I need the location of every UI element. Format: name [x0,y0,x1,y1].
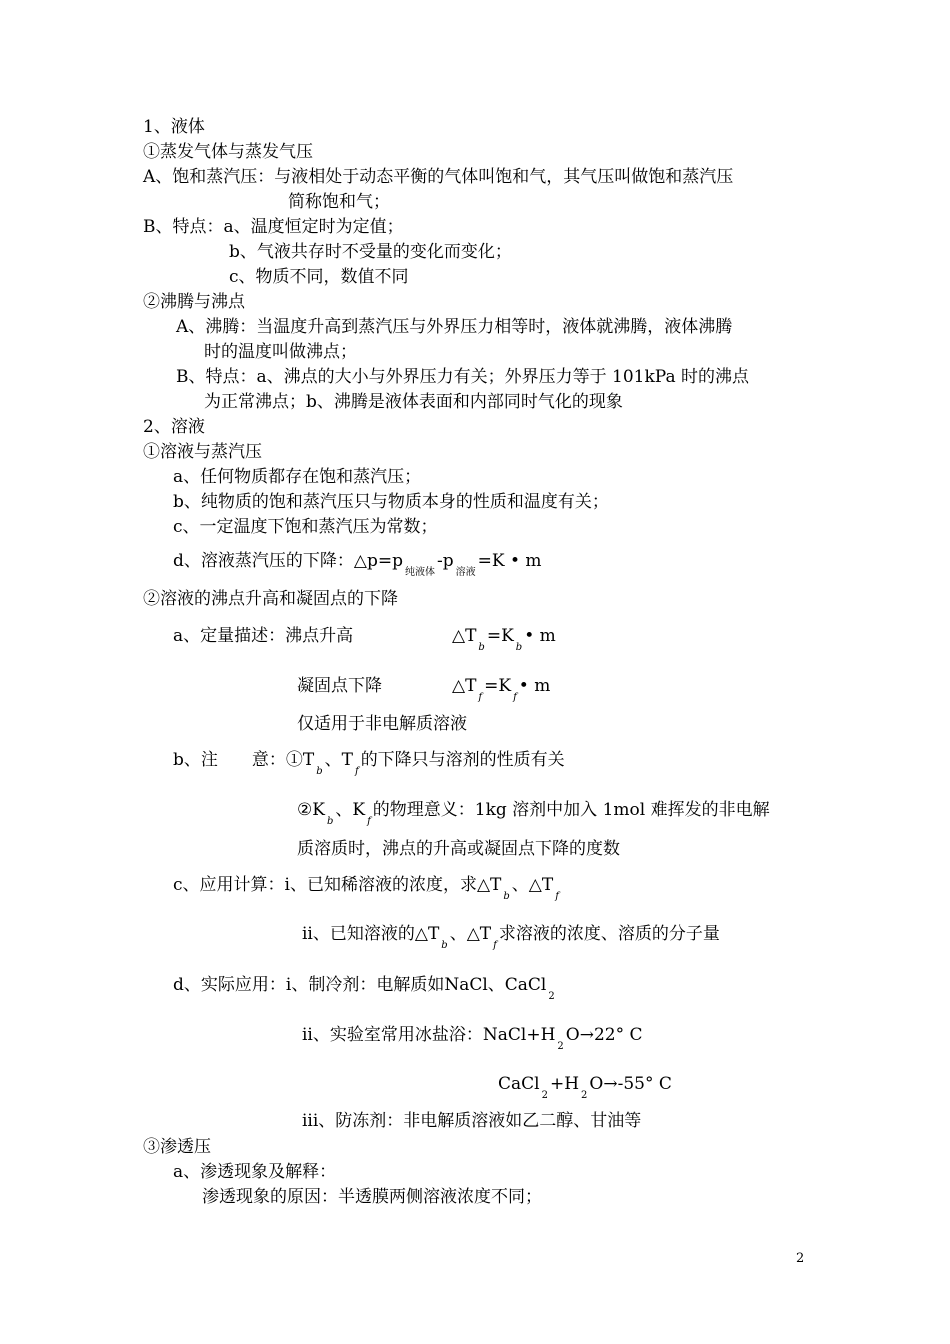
sub-2: 2 [541,1090,548,1101]
heading-liquid: 1、液体 [143,117,205,137]
app-i-text: d、实际应用：i、制冷剂：电解质如NaCl、CaCl [173,975,547,995]
calc-ii-text: ii、已知溶液的△T [302,924,440,944]
formula-freezing [452,675,551,703]
sub-pure-liquid: 纯液体 [404,567,435,578]
sub-b: b [503,891,510,902]
eq-k: =K [484,676,512,696]
delta-t: △T [452,676,477,696]
note-2-continued: 质溶质时，沸点的升高或凝固点下降的度数 [297,839,620,859]
sub-f: f [478,692,483,703]
calc-i-text: c、应用计算：i、已知稀溶液的浓度，求△T [173,875,502,895]
sub-b: b [441,940,448,951]
note-2-text: 的物理意义：1kg 溶剂中加入 1mol 难挥发的非电解 [372,800,770,820]
vpl-end: =K • m [477,551,542,571]
app-i [173,974,557,1002]
app-ii-text: ii、实验室常用冰盐浴：NaCl+H [302,1025,556,1045]
cacl-text: CaCl [498,1074,540,1094]
vpl-mid: -p [436,551,454,571]
page-number: 2 [796,1251,805,1266]
app-ii-end: O→22° C [565,1025,643,1045]
feature-a: B、特点：a、温度恒定时为定值； [143,217,404,237]
calc-delta-t: 、△T [449,924,492,944]
item-c: c、一定温度下饱和蒸汽压为常数； [173,517,438,537]
sub-b: b [326,816,334,827]
freezing-point-label: 凝固点下降 [297,676,382,696]
sub-2: 2 [548,991,555,1002]
vapor-pressure-lowering [173,550,542,578]
dot-m: • m [524,626,556,646]
subheading-evaporation: ①蒸发气体与蒸发气压 [143,142,313,162]
sub-f: f [555,891,559,902]
subheading-boiling: ②沸腾与沸点 [143,292,245,312]
boiling-definition: A、沸腾：当温度升高到蒸汽压与外界压力相等时，液体就沸腾，液体沸腾 [176,317,733,337]
osmosis-item-a: a、渗透现象及解释： [173,1162,337,1182]
formula-boiling [452,625,556,653]
sub-f: f [354,766,359,777]
separator: 、 [324,750,342,770]
item-a: a、任何物质都存在饱和蒸汽压； [173,467,422,487]
boiling-feature: B、特点：a、沸点的大小与外界压力有关；外界压力等于 101kPa 时的沸点 [176,367,749,387]
plus-h: +H [549,1074,580,1094]
calc-delta-t: 、△T [511,875,554,895]
saturated-vapor-definition: A、饱和蒸汽压：与液相处于动态平衡的气体叫饱和气，其气压叫做饱和蒸汽压 [143,167,734,187]
feature-b: b、气液共存时不受量的变化而变化； [229,242,512,262]
subheading-solution-vapor: ①溶液与蒸汽压 [143,442,262,462]
vpl-text: d、溶液蒸汽压的下降：△p=p [173,551,403,571]
sub-2: 2 [581,1090,588,1101]
feature-c: c、物质不同，数值不同 [229,267,409,287]
sub-2: 2 [557,1041,564,1052]
calc-ii [302,923,720,951]
note-2 [297,799,770,827]
calc-i [173,874,561,902]
note-2-label: ②K [297,800,325,820]
item-b: b、纯物质的饱和蒸汽压只与物质本身的性质和温度有关； [173,492,609,512]
sub-b: b [515,642,523,653]
delta-t: △T [452,626,477,646]
note-1: b、注 意：$①T_b$、$T_f$的下降只与溶剂的性质有关 [173,750,565,777]
boiling-definition-continued: 时的温度叫做沸点； [204,342,357,362]
calc-ii-end: 求溶液的浓度、溶质的分子量 [498,924,720,944]
sub-b: b [316,766,323,777]
subheading-osmotic: ③渗透压 [143,1137,211,1157]
app-cacl2 [498,1073,672,1101]
subheading-boiling-freezing: ②溶液的沸点升高和凝固点的下降 [143,589,398,609]
note-1-text: 的下降只与溶剂的性质有关 [360,750,565,770]
app-iii: iii、防冻剂：非电解质溶液如乙二醇、甘油等 [302,1111,642,1131]
applicability-note: 仅适用于非电解质溶液 [297,714,467,734]
sub-f: f [493,940,497,951]
cacl-end: O→-55° C [589,1074,672,1094]
osmosis-cause: 渗透现象的原因：半透膜两侧溶液浓度不同； [202,1187,542,1207]
app-ii [302,1024,643,1052]
note-label: b、注 意：①T [173,750,315,770]
k-f: 、K [335,800,366,820]
sub-solution: 溶液 [455,567,476,578]
dot-m: • m [518,676,551,696]
sub-f: f [513,692,517,703]
quantitative-boiling: a、定量描述：沸点升高 [173,626,354,646]
heading-solution: 2、溶液 [143,417,205,437]
eq-k: =K [486,626,514,646]
sub-b: b [478,642,485,653]
saturated-vapor-continued: 简称饱和气； [288,192,390,212]
sub-f: f [367,816,371,827]
boiling-feature-continued: 为正常沸点；b、沸腾是液体表面和内部同时气化的现象 [204,392,623,412]
